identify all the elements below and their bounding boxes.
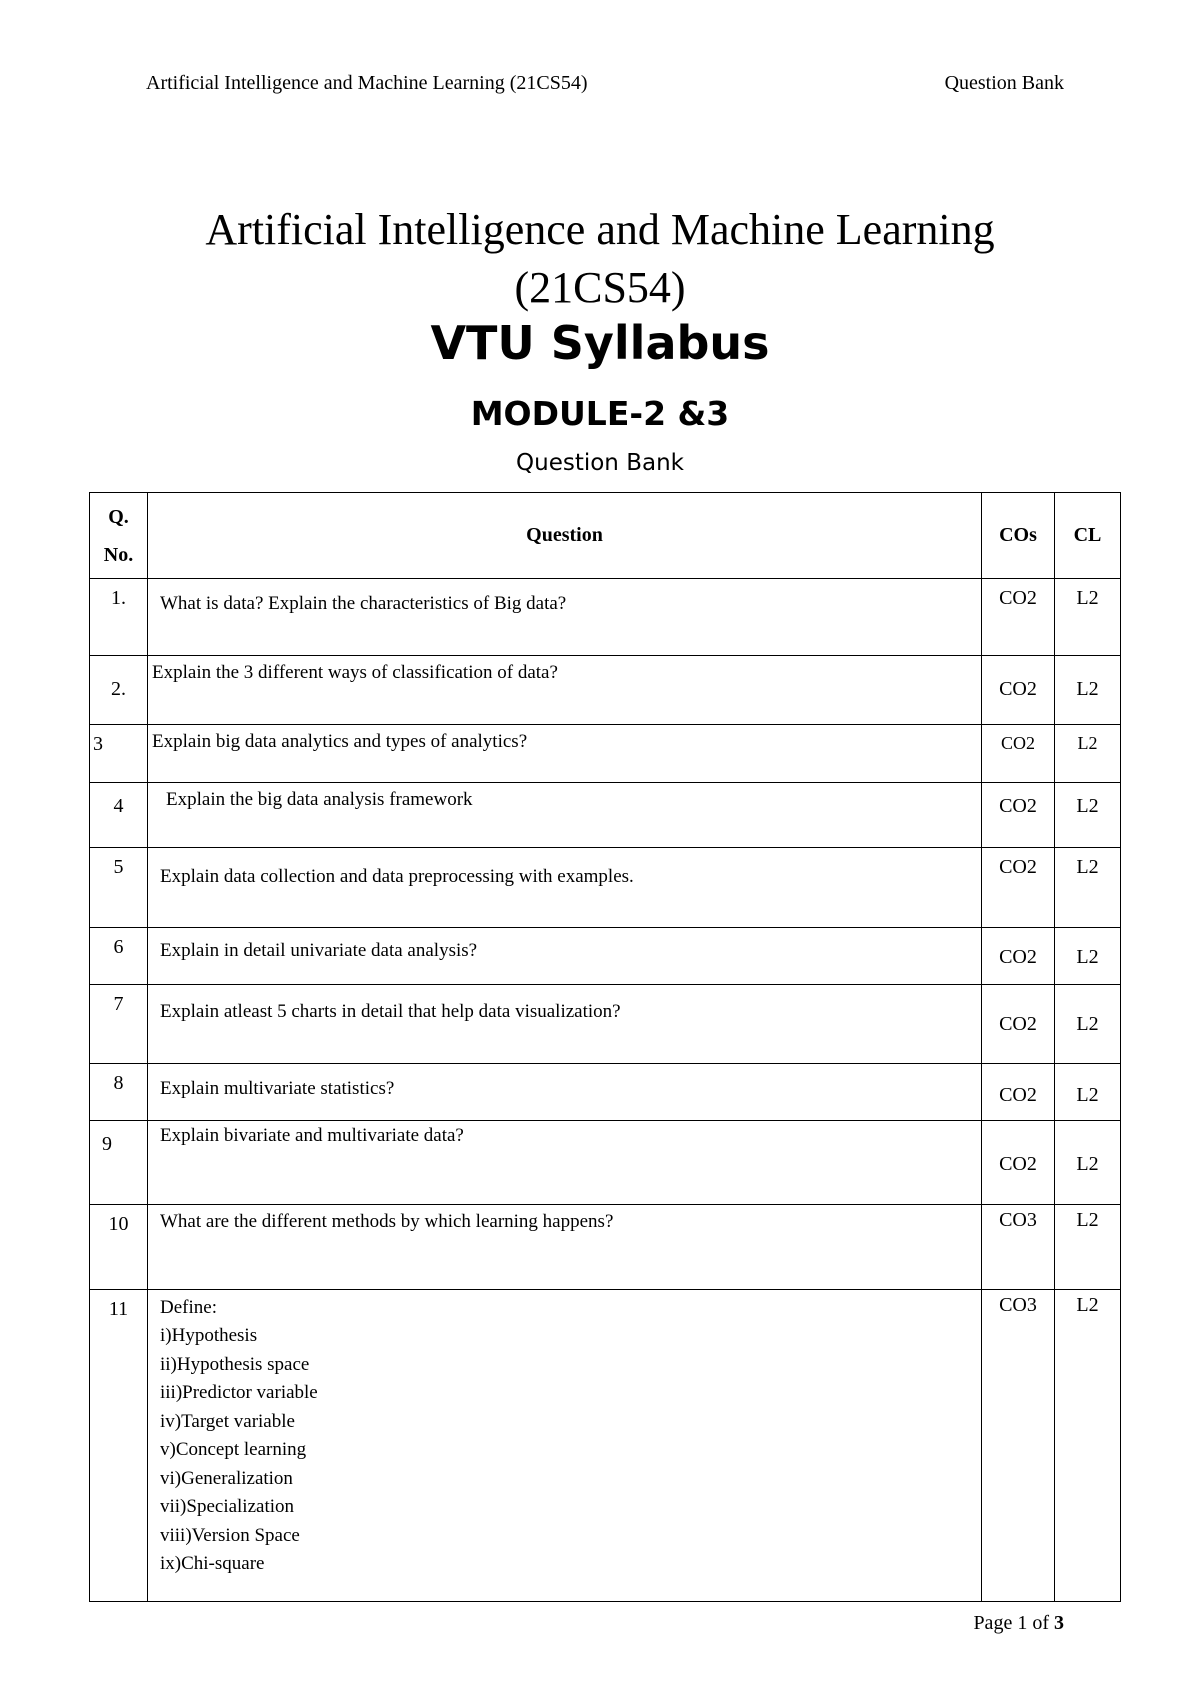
syllabus-heading: VTU Syllabus [430,316,770,370]
row-question: Explain atleast 5 charts in detail that help data visualization? [148,985,982,1064]
list-item: i)Hypothesis [160,1325,258,1346]
row-co: CO3 [982,1290,1055,1602]
list-item: ii)Hypothesis space [160,1353,310,1375]
row-number: 9 [90,1121,148,1205]
table-row [90,848,1121,928]
row-cl: L2 [1055,985,1121,1064]
table-row [90,1121,1121,1205]
header-qno-line2: No. [103,543,134,566]
row-cl: L2 [1055,1205,1121,1290]
running-header [146,72,1064,95]
table-row [90,1205,1121,1290]
page-current: 1 [1017,1612,1028,1634]
table-row [90,579,1121,656]
list-item: ix)Chi-square [160,1553,265,1574]
document-title: Artificial Intelligence and Machine Learning [205,205,995,254]
row-cl: L2 [1055,1121,1121,1205]
row-number: 1. [90,579,148,656]
list-item: viii)Version Space [160,1524,300,1546]
table-row [90,1064,1121,1121]
list-item: vii)Specialization [160,1496,295,1517]
table-row [90,985,1121,1064]
table-row [90,656,1121,725]
module-heading: MODULE-2 &3 [470,394,730,433]
row-number: 2. [90,656,148,725]
definition-list [160,1322,969,1579]
row-co: CO2 [982,1064,1055,1121]
table-row [90,725,1121,783]
row-cl: L2 [1055,656,1121,725]
running-header-title: Artificial Intelligence and Machine Learning (21CS54) [146,72,588,94]
row-number: 8 [90,1064,148,1121]
question-bank-subtitle: Question Bank [516,450,684,476]
row-number: 6 [90,928,148,985]
row-number: 3 [90,725,148,783]
table-header-row [90,493,1121,579]
row-co: CO2 [982,656,1055,725]
row-cl: L2 [1055,725,1121,783]
table-row [90,928,1121,985]
row-co: CO2 [982,579,1055,656]
table-row [90,783,1121,848]
row-number: 11 [90,1290,148,1602]
header-qno [90,493,148,579]
row-co: CO2 [982,928,1055,985]
course-code: (21CS54) [514,263,686,312]
page-prefix: Page [973,1612,1018,1634]
row-co: CO2 [982,725,1055,783]
row-number: 7 [90,985,148,1064]
row-question: Define: [160,1297,217,1318]
question-table [89,492,1121,1602]
row-question: Explain in detail univariate data analysis? [148,928,982,985]
header-cos: COs [982,493,1055,579]
row-co: CO2 [982,783,1055,848]
row-cl: L2 [1055,1290,1121,1602]
list-item: iii)Predictor variable [160,1382,318,1403]
page-of: of [1027,1612,1054,1634]
row-question: Explain data collection and data preprocessing with examples. [148,848,982,928]
row-co: CO2 [982,1121,1055,1205]
row-cl: L2 [1055,1064,1121,1121]
table-row [90,1290,1121,1602]
header-qno-line1: Q. [108,505,129,528]
row-question: Explain big data analytics and types of analytics? [148,725,982,783]
row-co: CO2 [982,848,1055,928]
row-cl: L2 [1055,783,1121,848]
list-item: iv)Target variable [160,1410,295,1432]
row-cl: L2 [1055,579,1121,656]
row-question: What is data? Explain the characteristics of Big data? [148,579,982,656]
row-cl: L2 [1055,848,1121,928]
row-question: Explain multivariate statistics? [148,1064,982,1121]
row-number: 4 [90,783,148,848]
row-question: Explain bivariate and multivariate data? [148,1121,982,1205]
running-header-label: Question Bank [944,72,1064,94]
row-question: Explain the 3 different ways of classification of data? [148,656,982,725]
header-cl: CL [1055,493,1121,579]
row-number: 10 [90,1205,148,1290]
row-question: Explain the big data analysis framework [148,783,982,848]
page-total: 3 [1054,1612,1064,1634]
header-question: Question [148,493,982,579]
list-item: vi)Generalization [160,1467,293,1489]
row-question: What are the different methods by which learning happens? [148,1205,982,1290]
page-footer [0,1612,1064,1635]
row-co: CO2 [982,985,1055,1064]
row-co: CO3 [982,1205,1055,1290]
list-item: v)Concept learning [160,1439,307,1460]
row-question-cell [148,1290,982,1602]
row-cl: L2 [1055,928,1121,985]
row-number: 5 [90,848,148,928]
